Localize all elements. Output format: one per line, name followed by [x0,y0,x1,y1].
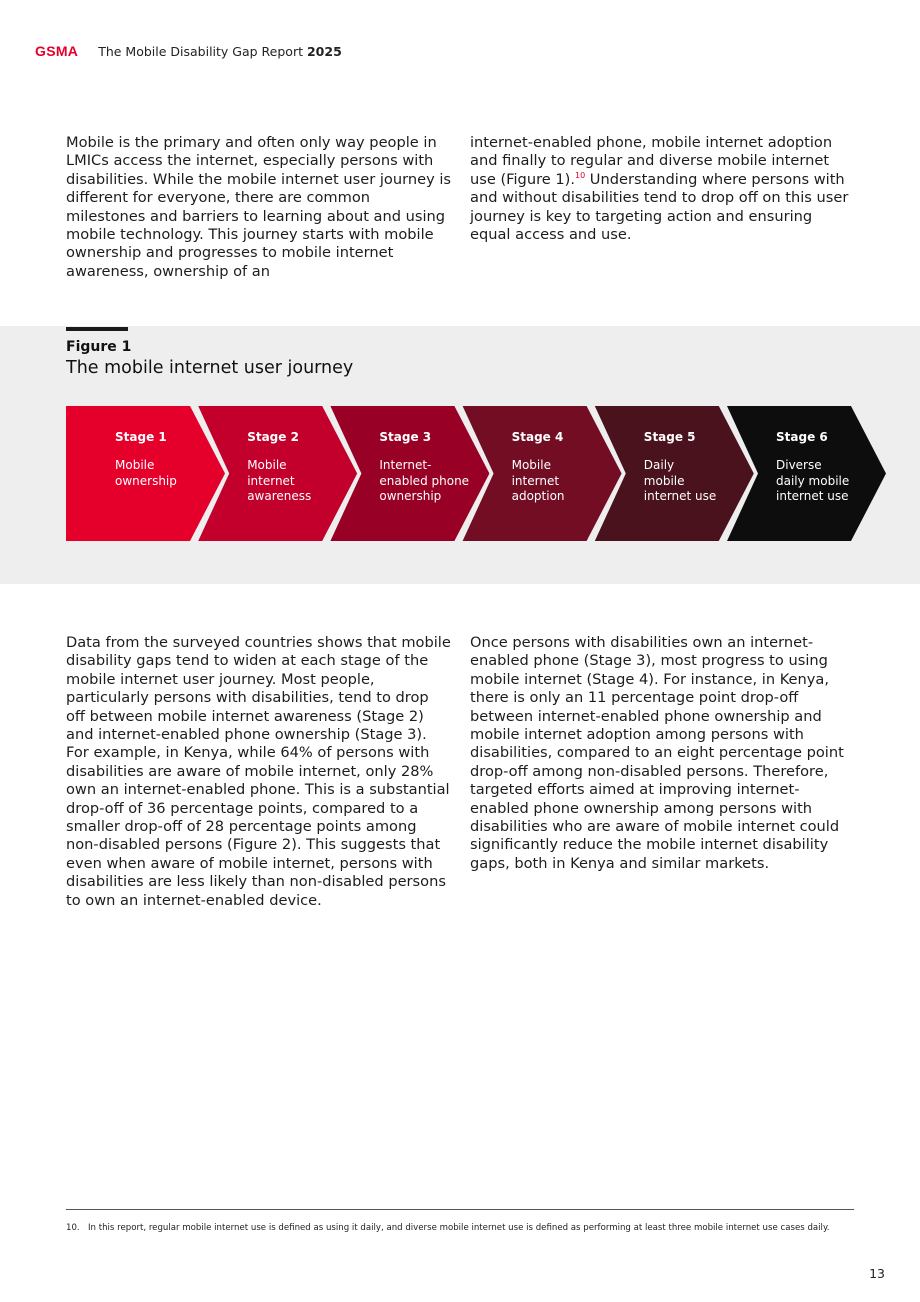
figure-title: The mobile internet user journey [66,358,354,378]
intro-right-text-1: internet-enabled phone, mobile internet adoption and finally to regular and diverse mobile internet use (Figure 1). [470,134,833,188]
intro-left-column [66,134,451,281]
stage-label-1: Mobile ownership [115,458,177,488]
footnote-number: 10. [66,1223,80,1233]
stage-label-3: Internet- enabled phone ownership [379,458,470,503]
user-journey-chevrons [0,326,920,584]
stage-label-5: Daily mobile internet use [643,458,717,503]
footnote-ref[interactable]: 10 [574,170,586,180]
report-title-text: The Mobile Disability Gap Report [98,43,303,59]
report-title [98,44,342,59]
gsma-logo: GSMA [35,43,79,59]
report-year: 2025 [306,43,342,59]
stage-number-2: Stage 2 [247,430,299,444]
stage-number-1: Stage 1 [115,430,167,444]
footnote [66,1222,846,1234]
footnote-text: In this report, regular mobile internet use is defined as using it daily, and diverse mobile internet use is defined as performing at least three mobile internet use cases daily. [88,1223,830,1233]
stage-number-4: Stage 4 [511,430,564,444]
figure-label: Figure 1 [66,339,132,355]
body-right-column [470,634,855,873]
body-left-column [66,634,451,910]
stage-label-6: Diverse daily mobile internet use [776,458,850,503]
stage-number-3: Stage 3 [379,430,432,444]
intro-left-paragraph: Mobile is the primary and often only way people in LMICs access the internet, especially persons with disabilities. While the mobile internet user journey is different for everyone, there are common milestones and barriers to learning about and using mobile technology. This journey starts with mobile ownership and progresses to mobile internet awareness, ownership of an [66,134,452,280]
page-header [35,42,342,60]
intro-right-column [470,134,855,244]
intro-right-text-2: Understanding where persons with and without disabilities tend to drop off on this user journey is key to targeting action and ensuring equal access and use. [470,170,849,244]
stage-number-6: Stage 6 [776,430,828,444]
stage-number-5: Stage 5 [643,430,696,444]
page-number: 13 [869,1266,885,1281]
stage-label-2: Mobile internet awareness [247,458,312,503]
body-right-paragraph: Once persons with disabilities own an internet-enabled phone (Stage 3), most progress to using mobile internet (Stage 4). For instance, in Kenya, there is only an 11 percentage point drop-off between internet-enabled phone ownership and mobile internet adoption among persons with disabilities, compared to an eight percentage point drop-off among non-disabled persons. Therefore, targeted efforts aimed at improving internet-enabled phone ownership among persons with disabilities who are aware of mobile internet could significantly reduce the mobile internet disability gaps, both in Kenya and similar markets. [470,634,844,872]
intro-right-paragraph [470,134,855,244]
stage-label-4: Mobile internet adoption [511,458,565,503]
body-left-paragraph: Data from the surveyed countries shows that mobile disability gaps tend to widen at each stage of the mobile internet user journey. Most people, particularly persons with disabilities, tend to drop off between mobile internet awareness (Stage 2) and internet-enabled phone ownership (Stage 3). For example, in Kenya, while 64% of persons with disabilities are aware of mobile internet, only 28% own an internet-enabled phone. This is a substantial drop-off of 36 percentage points, compared to a smaller drop-off of 28 percentage points among non-disabled persons (Figure 2). This suggests that even when aware of mobile internet, persons with disabilities are less likely than non-disabled persons to own an internet-enabled device. [66,634,451,909]
footnote-divider [66,1209,854,1210]
figure-1 [0,326,920,584]
